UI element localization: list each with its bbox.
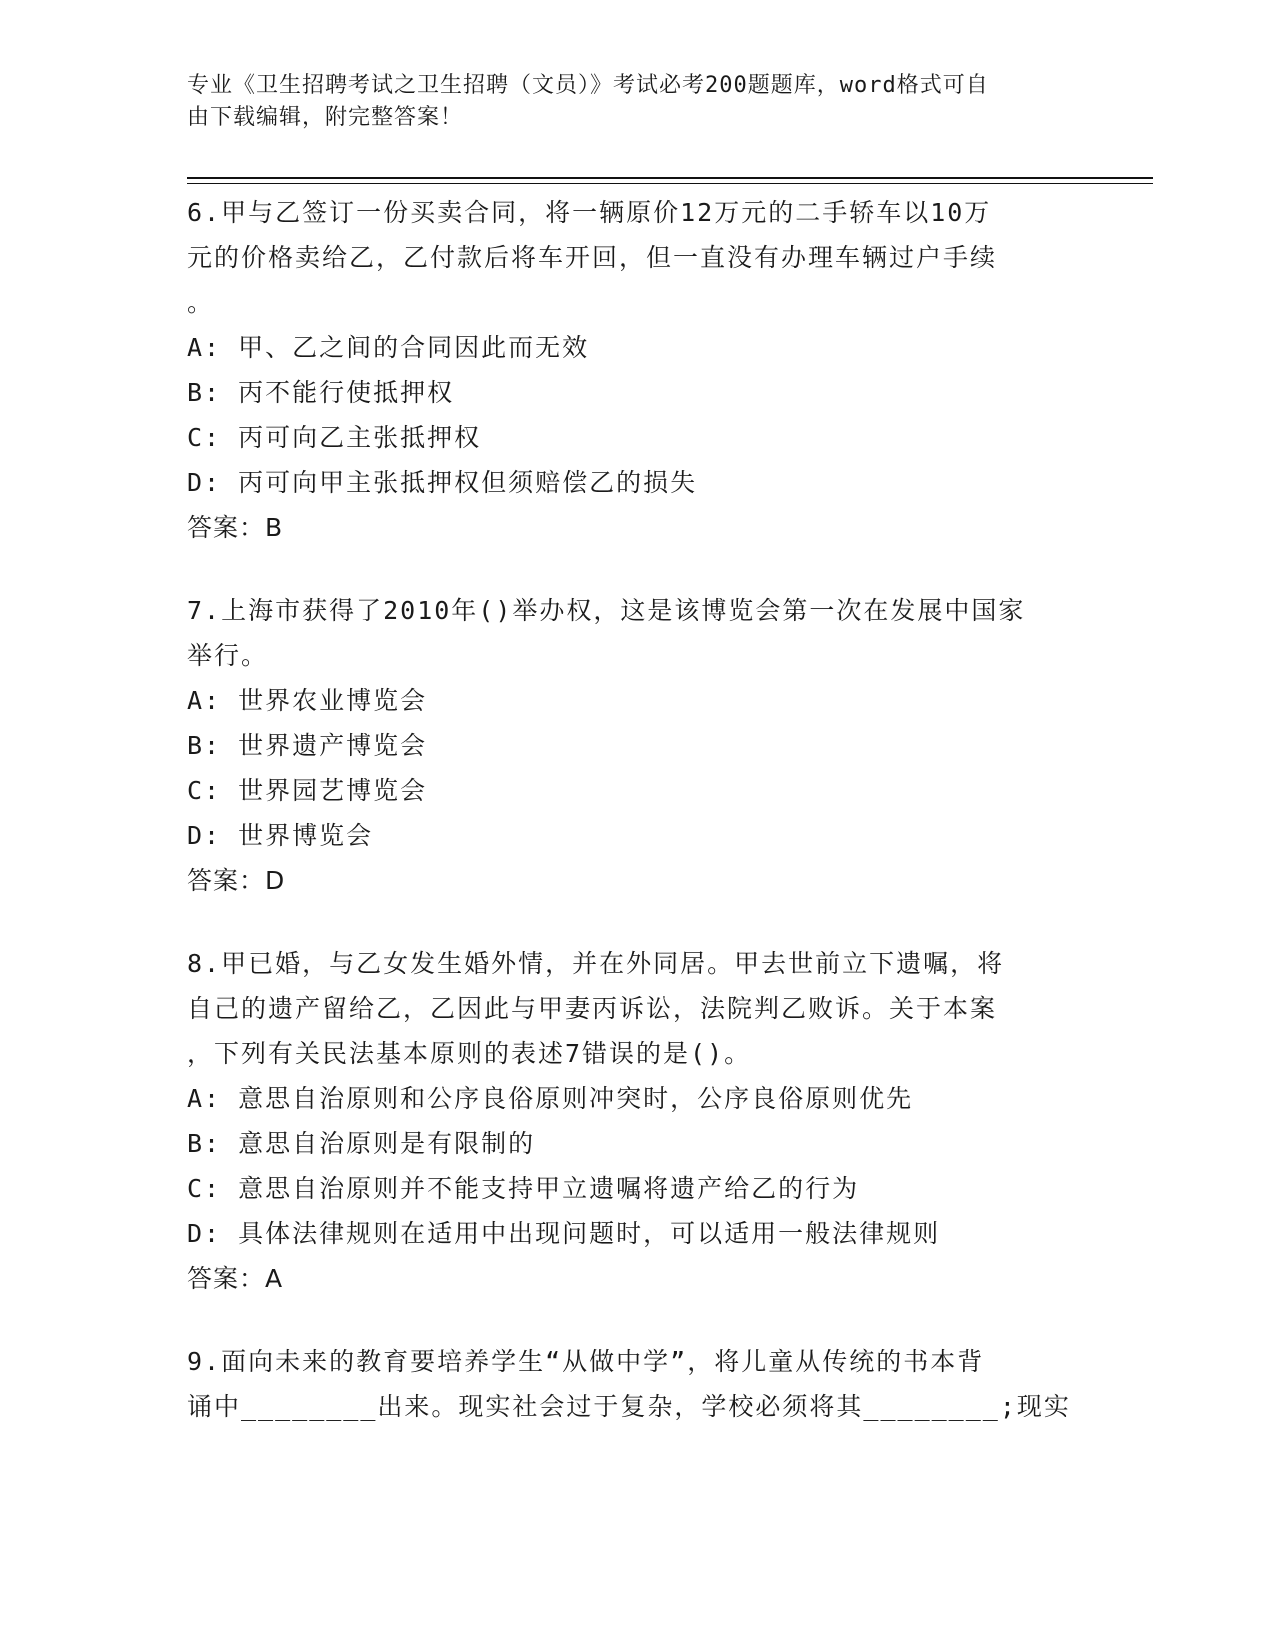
document-header [187, 70, 1067, 134]
question-7 [187, 588, 1087, 903]
option-a: A: 意思自治原则和公序良俗原则冲突时，公序良俗原则优先 [187, 1084, 914, 1113]
option-c: C: 丙可向乙主张抵押权 [187, 423, 482, 452]
question-8 [187, 941, 1087, 1301]
option-c: C: 世界园艺博览会 [187, 776, 428, 805]
option-c: C: 意思自治原则并不能支持甲立遗嘱将遗产给乙的行为 [187, 1174, 860, 1203]
option-d: D: 世界博览会 [187, 821, 374, 850]
question-stem-line: 元的价格卖给乙，乙付款后将车开回，但一直没有办理车辆过户手续 [187, 243, 998, 272]
option-a: A: 世界农业博览会 [187, 686, 428, 715]
answer-line: 答案：A [187, 1264, 284, 1293]
option-b: B: 世界遗产博览会 [187, 731, 428, 760]
question-6 [187, 190, 1087, 550]
header-divider-thick [187, 177, 1153, 179]
option-b: B: 丙不能行使抵押权 [187, 378, 455, 407]
question-stem-line: 自己的遗产留给乙，乙因此与甲妻丙诉讼，法院判乙败诉。关于本案 [187, 994, 998, 1023]
header-line-1: 专业《卫生招聘考试之卫生招聘（文员）》考试必考200题题库，word格式可自 [187, 73, 989, 98]
header-line-2: 由下载编辑，附完整答案！ [187, 105, 464, 130]
question-stem-line: 9.面向未来的教育要培养学生“从做中学”，将儿童从传统的书本背 [187, 1347, 985, 1376]
header-divider-thin [187, 183, 1153, 184]
question-list [187, 190, 1087, 1467]
question-stem-line: ，下列有关民法基本原则的表述7错误的是()。 [187, 1039, 752, 1068]
option-d: D: 具体法律规则在适用中出现问题时，可以适用一般法律规则 [187, 1219, 941, 1248]
question-stem-line: 诵中________出来。现实社会过于复杂，学校必须将其________;现实 [187, 1392, 1071, 1421]
question-stem-line: 6.甲与乙签订一份买卖合同，将一辆原价12万元的二手轿车以10万 [187, 198, 992, 227]
answer-line: 答案：D [187, 866, 286, 895]
option-b: B: 意思自治原则是有限制的 [187, 1129, 536, 1158]
option-a: A: 甲、乙之间的合同因此而无效 [187, 333, 590, 362]
answer-line: 答案：B [187, 513, 284, 542]
question-stem-line: 8.甲已婚，与乙女发生婚外情，并在外同居。甲去世前立下遗嘱，将 [187, 949, 1005, 978]
question-stem-line: 举行。 [187, 641, 269, 670]
option-d: D: 丙可向甲主张抵押权但须赔偿乙的损失 [187, 468, 698, 497]
question-stem-line: 。 [187, 288, 215, 317]
question-9 [187, 1339, 1087, 1429]
question-stem-line: 7.上海市获得了2010年()举办权，这是该博览会第一次在发展中国家 [187, 596, 1026, 625]
